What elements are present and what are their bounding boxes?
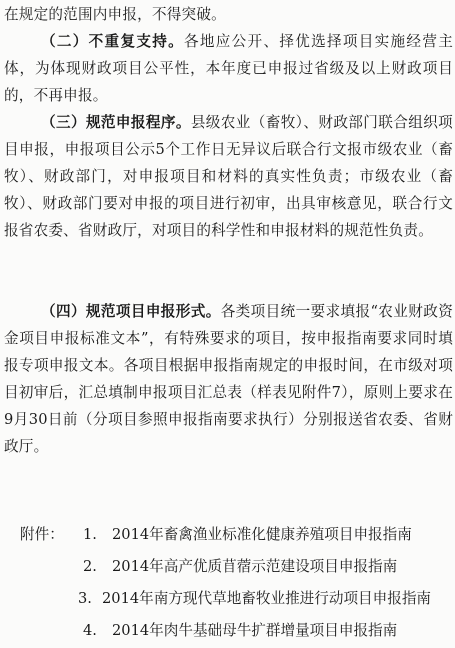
section-two-body: 各地应公开、择优选择项目实施经营主体，为体现财政项目公平性，本年度已申报过省级及以上财政项目的，不再申报。 (4, 33, 453, 104)
paragraph-continuation-text: 在规定的范围内申报，不得突破。 (4, 6, 226, 23)
section-two-heading: （二）不重复支持。 (41, 33, 184, 50)
paragraph-continuation (4, 1, 453, 28)
section-four-body: 各类项目统一要求填报“农业财政资金项目申报标准文本”，有特殊要求的项目，按申报指南要求同时填报专项申报文本。各项目根据申报指南规定的申报时间，在市级对项目初审后，汇总填制申报项目汇总表（样表见附件7），原则上要求在9月30日前（分项目参照申报指南要求执行）分别报送省农委、省财政厅。 (4, 303, 453, 455)
attachment-title: 2014年肉牛基础母牛扩群增量项目申报指南 (112, 622, 398, 639)
section-three-paragraph (4, 109, 453, 298)
section-four-paragraph (4, 298, 453, 514)
section-four-heading: （四）规范项目申报形式。 (41, 303, 221, 320)
attachments-list (20, 521, 450, 646)
attachment-number: 2. (83, 558, 97, 575)
section-three-heading: （三）规范申报程序。 (41, 114, 191, 131)
attachment-title: 2014年高产优质苜蓿示范建设项目申报指南 (112, 558, 398, 575)
attachment-number: 4. (83, 622, 97, 639)
attachment-title: 2014年畜禽渔业标准化健康养殖项目申报指南 (112, 526, 412, 543)
attachment-number: 3. (78, 590, 92, 607)
section-three-body: 县级农业（畜牧）、财政部门联合组织项目申报，申报项目公示5个工作日无异议后联合行文报市级农业（畜牧）、财政部门，对申报项目和材料的真实性负责；市级农业（畜牧）、财政部门要对申报的项目进行初审，出具审核意见，联合行文报省农委、省财政厅，对项目的科学性和申报材料的规范性负责。 (4, 114, 453, 239)
section-two-paragraph (4, 28, 453, 109)
attachment-title: 2014年南方现代草地畜牧业推进行动项目申报指南 (102, 590, 432, 607)
attachments-label: 附件： (20, 526, 64, 543)
attachment-number: 1. (83, 526, 97, 543)
